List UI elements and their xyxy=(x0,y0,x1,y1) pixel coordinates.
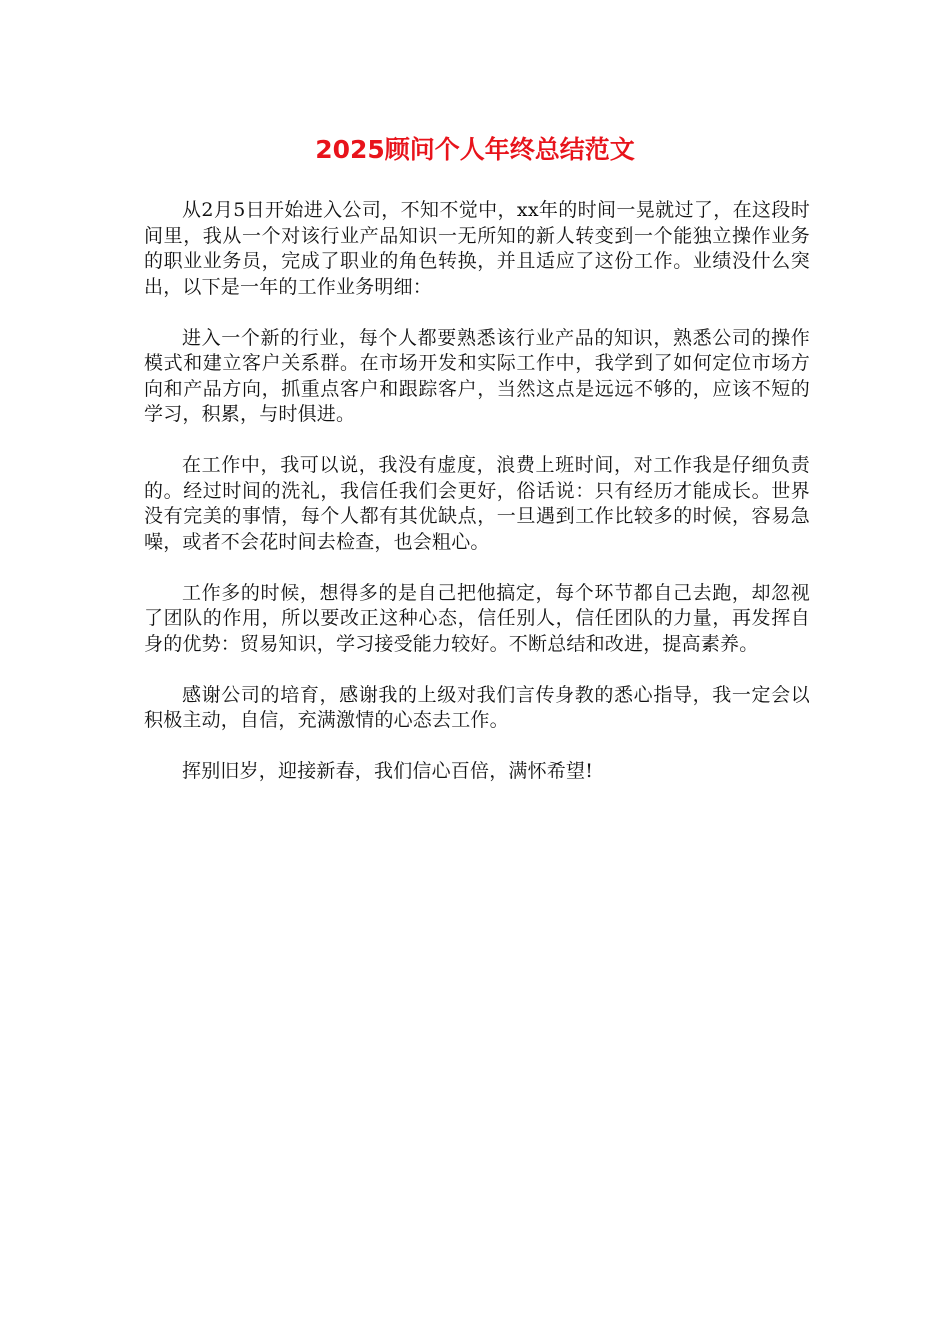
paragraph-4: 工作多的时候，想得多的是自己把他搞定，每个环节都自己去跑，却忽视了团队的作用，所以要改正这种心态，信任别人，信任团队的力量，再发挥自身的优势：贸易知识，学习接受能力较好。不断总结和改进，提高素养。 xyxy=(144,581,810,655)
paragraph-3: 在工作中，我可以说，我没有虚度，浪费上班时间，对工作我是仔细负责的。经过时间的洗礼，我信任我们会更好，俗话说：只有经历才能成长。世界没有完美的事情，每个人都有其优缺点，一旦遇到工作比较多的时候，容易急噪，或者不会花时间去检查，也会粗心。 xyxy=(144,454,810,553)
document-title: 2025顾问个人年终总结范文 xyxy=(315,135,635,164)
paragraph-6: 挥别旧岁，迎接新春，我们信心百倍，满怀希望! xyxy=(182,760,594,782)
paragraph-5: 感谢公司的培育，感谢我的上级对我们言传身教的悉心指导，我一定会以积极主动，自信，充满激情的心态去工作。 xyxy=(144,683,810,731)
paragraph-2: 进入一个新的行业，每个人都要熟悉该行业产品的知识，熟悉公司的操作模式和建立客户关系群。在市场开发和实际工作中，我学到了如何定位市场方向和产品方向，抓重点客户和跟踪客户，当然这点是远远不够的，应该不短的学习，积累，与时俱进。 xyxy=(144,326,810,425)
document-body xyxy=(144,198,810,810)
paragraph-1: 从2月5日开始进入公司，不知不觉中，xx年的时间一晃就过了，在这段时间里，我从一个对该行业产品知识一无所知的新人转变到一个能独立操作业务的职业业务员，完成了职业的角色转换，并且适应了这份工作。业绩没什么突出，以下是一年的工作业务明细： xyxy=(144,199,810,298)
